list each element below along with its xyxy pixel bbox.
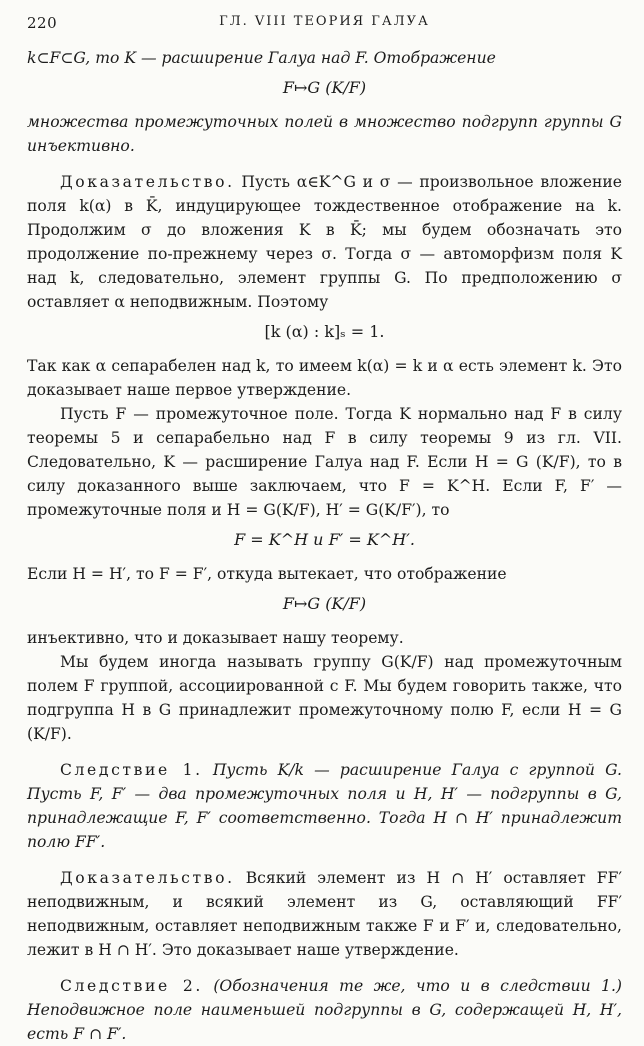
map-formula-2: F↦G (K/F): [282, 594, 367, 613]
fixed-field-formula: F = K^H и F′ = K^H′.: [234, 530, 415, 549]
proof-paragraph-1: [27, 170, 622, 314]
proof-heading: Доказательство.: [60, 173, 235, 191]
corollary-1-heading: Следствие 1.: [60, 761, 203, 779]
corollary-2-text: (Обозначения те же, что и в следствии 1.) Неподвижное поле наименьшей подгруппы в G, содержащей H, H′, есть F ∩ F′.: [27, 977, 622, 1043]
definition-paragraph: Мы будем иногда называть группу G(K/F) над промежуточным полем F группой, ассоциированной с F. Мы будем говорить также, что подгруппа H в G принадлежит промежуточному полю F, если H = G (K/F).: [27, 653, 622, 743]
corollary-2-heading: Следствие 2.: [60, 977, 203, 995]
page-number: 220: [27, 14, 58, 32]
page-header: [27, 10, 622, 40]
degree-formula: [k (α) : k]ₛ = 1.: [264, 322, 385, 341]
proof-paragraph-2-cont: Если H = H′, то F = F′, откуда вытекает, что отображение: [27, 565, 507, 583]
theorem-end-text: множества промежуточных полей в множество подгрупп группы G инъективно.: [27, 113, 622, 155]
proof-3-text: Всякий элемент из H ∩ H′ оставляет FF′ неподвижным, и всякий элемент из G, оставляющий FF′ неподвижным, оставляет неподвижным также F и F′ и, следовательно, лежит в H ∩ H′. Это доказывает наше утверждение.: [27, 869, 622, 959]
proof-paragraph-3: [27, 866, 622, 962]
corollary-2: [27, 974, 622, 1046]
map-formula: F↦G (K/F): [282, 78, 367, 97]
proof-end: инъективно, что и доказывает нашу теорему.: [27, 629, 404, 647]
running-title: ГЛ. VIII ТЕОРИЯ ГАЛУА: [219, 14, 430, 29]
proof-text: Пусть α∈K^G и σ — произвольное вложение поля k(α) в K̄, индуцирующее тождественное отображение на k. Продолжим σ до вложения K в K̄; мы будем обозначать это продолжение по-прежнему через σ. Тогда σ — автоморфизм поля K над k, следовательно, элемент группы G. По предположению σ оставляет α неподвижным. Поэтому: [27, 173, 622, 311]
proof-continuation: Так как α сепарабелен над k, то имеем k(α) = k и α есть элемент k. Это доказывает наше первое утверждение.: [27, 357, 622, 399]
corollary-1: [27, 758, 622, 854]
proof-3-heading: Доказательство.: [60, 869, 235, 887]
theorem-end-line: k⊂F⊂G, то K — расширение Галуа над F. Отображение: [27, 49, 496, 67]
corollary-1-text: Пусть K/k — расширение Галуа с группой G. Пусть F, F′ — два промежуточных поля и H, H′ — подгруппы в G, принадлежащие F, F′ соответственно. Тогда H ∩ H′ принадлежит полю FF′.: [27, 761, 622, 851]
proof-paragraph-2: Пусть F — промежуточное поле. Тогда K нормально над F в силу теоремы 5 и сепарабельно над F в силу теоремы 9 из гл. VII. Следовательно, K — расширение Галуа над F. Если H = G (K/F), то в силу доказанного выше заключаем, что F = K^H. Если F, F′ — промежуточные поля и H = G(K/F), H′ = G(K/F′), то: [27, 405, 622, 519]
